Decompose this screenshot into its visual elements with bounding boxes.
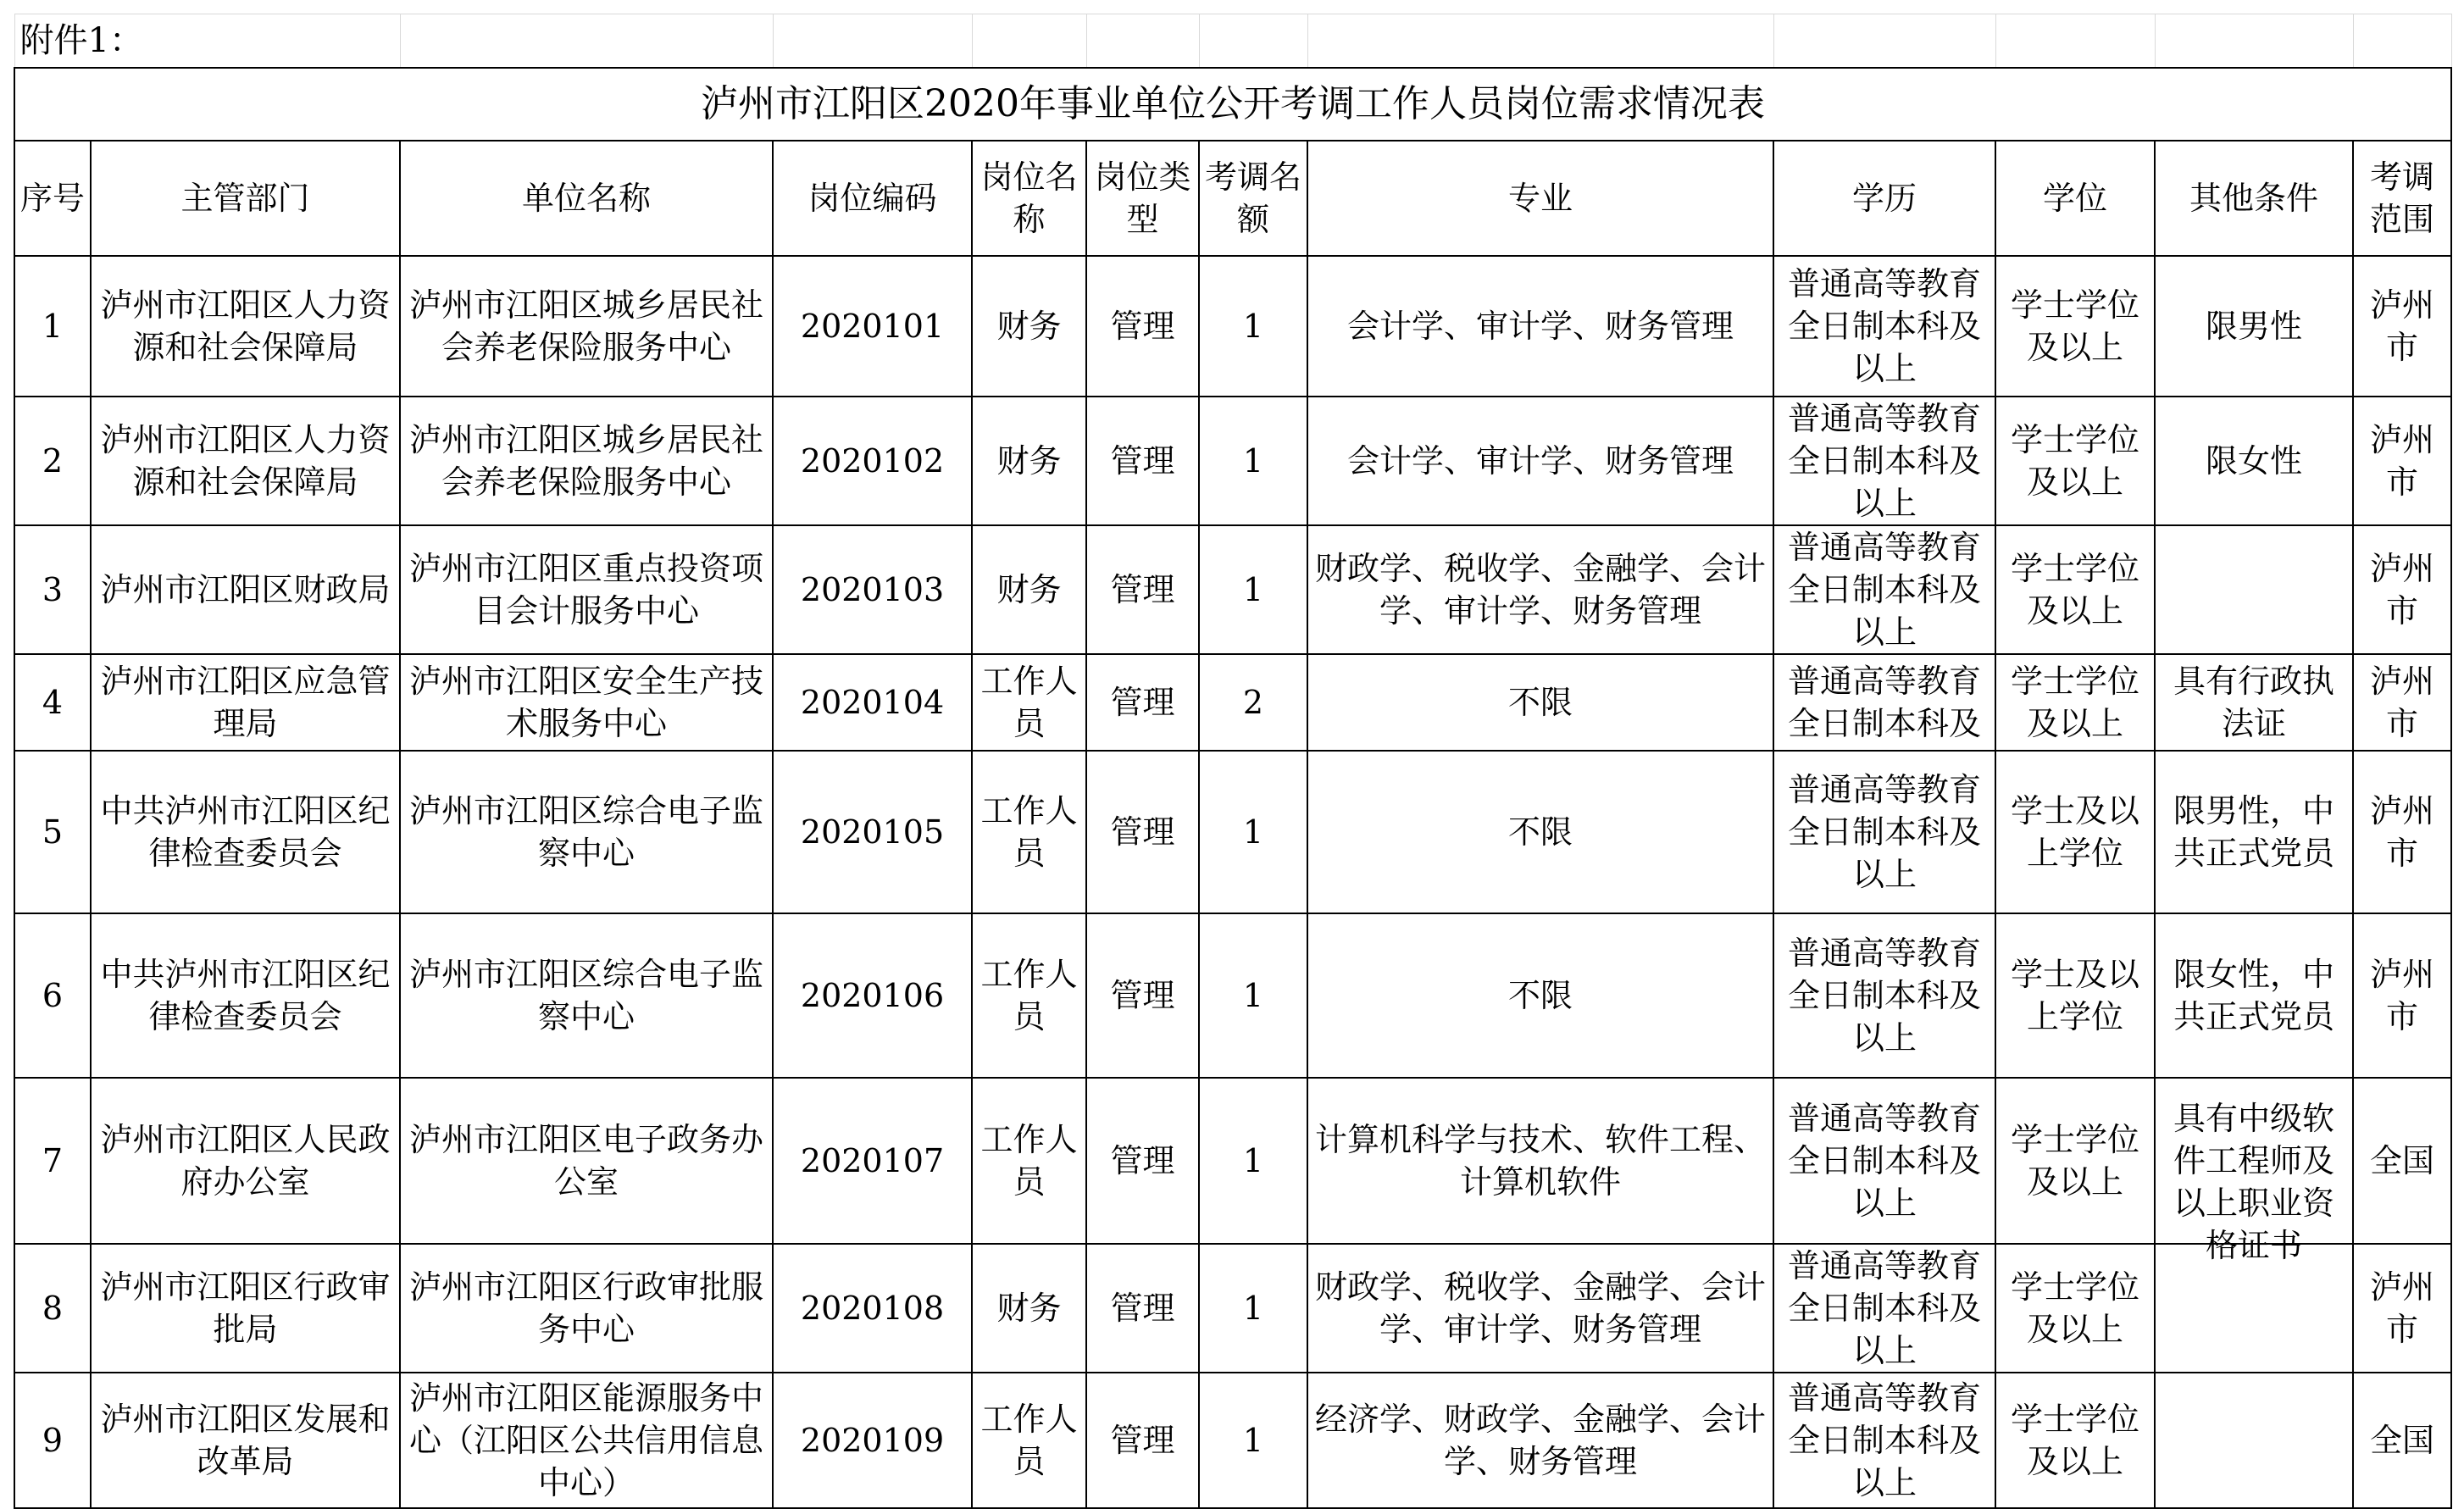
cell-education: 普通高等教育全日制本科及: [1773, 654, 1995, 751]
cell-code: 2020101: [773, 256, 972, 397]
table-row: [14, 751, 2451, 913]
header-dept: 主管部门: [91, 141, 400, 256]
cell-scope: 泸州市: [2353, 525, 2451, 654]
table-title: 泸州市江阳区2020年事业单位公开考调工作人员岗位需求情况表: [14, 68, 2451, 141]
header-seq: 序号: [14, 141, 91, 256]
cell-major: 不限: [1307, 751, 1773, 913]
cell-post-name: 工作人员: [972, 913, 1086, 1078]
cell-major: 不限: [1307, 654, 1773, 751]
cell-seq: 7: [14, 1078, 91, 1244]
cell-other: 限女性，中共正式党员: [2155, 913, 2353, 1078]
header-unit: 单位名称: [400, 141, 773, 256]
cell-seq: 8: [14, 1244, 91, 1373]
cell-seq: 4: [14, 654, 91, 751]
cell-education: 普通高等教育全日制本科及以上: [1773, 1078, 1995, 1244]
cell-unit: 泸州市江阳区安全生产技术服务中心: [400, 654, 773, 751]
header-major: 专业: [1307, 141, 1773, 256]
cell-major: 会计学、审计学、财务管理: [1307, 397, 1773, 525]
header-degree: 学位: [1995, 141, 2155, 256]
cell-code: 2020105: [773, 751, 972, 913]
cell-degree: 学士学位及以上: [1995, 1244, 2155, 1373]
table-row: [14, 525, 2451, 654]
cell-unit: 泸州市江阳区能源服务中心（江阳区公共信用信息中心）: [400, 1373, 773, 1508]
cell-major: 财政学、税收学、金融学、会计学、审计学、财务管理: [1307, 1244, 1773, 1373]
cell-unit: 泸州市江阳区综合电子监察中心: [400, 751, 773, 913]
cell-unit: 泸州市江阳区城乡居民社会养老保险服务中心: [400, 397, 773, 525]
cell-degree: 学士学位及以上: [1995, 1078, 2155, 1244]
cell-dept: 中共泸州市江阳区纪律检查委员会: [91, 913, 400, 1078]
cell-other: 限男性: [2155, 256, 2353, 397]
cell-code: 2020104: [773, 654, 972, 751]
cell-education: 普通高等教育全日制本科及以上: [1773, 256, 1995, 397]
cell-major: 不限: [1307, 913, 1773, 1078]
table-row: [14, 654, 2451, 751]
table-row: [14, 1244, 2451, 1373]
cell-scope: 泸州市: [2353, 256, 2451, 397]
header-education: 学历: [1773, 141, 1995, 256]
cell-quota: 1: [1199, 525, 1307, 654]
cell-dept: 泸州市江阳区行政审批局: [91, 1244, 400, 1373]
cell-post-name: 工作人员: [972, 1373, 1086, 1508]
cell-unit: 泸州市江阳区电子政务办公室: [400, 1078, 773, 1244]
cell-dept: 泸州市江阳区人民政府办公室: [91, 1078, 400, 1244]
cell-dept: 泸州市江阳区人力资源和社会保障局: [91, 256, 400, 397]
cell-quota: 1: [1199, 256, 1307, 397]
cell-degree: 学士学位及以上: [1995, 1373, 2155, 1508]
cell-quota: 1: [1199, 913, 1307, 1078]
cell-education: 普通高等教育全日制本科及以上: [1773, 1373, 1995, 1508]
cell-other: [2155, 1373, 2353, 1508]
table-row: [14, 913, 2451, 1078]
cell-post-type: 管理: [1086, 397, 1199, 525]
header-quota: 考调名额: [1199, 141, 1307, 256]
cell-major: 经济学、财政学、金融学、会计学、财务管理: [1307, 1373, 1773, 1508]
header-row: [14, 141, 2451, 256]
cell-dept: 中共泸州市江阳区纪律检查委员会: [91, 751, 400, 913]
header-post-name: 岗位名称: [972, 141, 1086, 256]
cell-scope: 泸州市: [2353, 751, 2451, 913]
table-row: [14, 256, 2451, 397]
cell-scope: 泸州市: [2353, 654, 2451, 751]
cell-post-name: 财务: [972, 397, 1086, 525]
cell-quota: 1: [1199, 751, 1307, 913]
cell-code: 2020108: [773, 1244, 972, 1373]
cell-education: 普通高等教育全日制本科及以上: [1773, 1244, 1995, 1373]
job-table: [14, 14, 2452, 1509]
cell-code: 2020103: [773, 525, 972, 654]
cell-dept: 泸州市江阳区应急管理局: [91, 654, 400, 751]
cell-post-type: 管理: [1086, 1373, 1199, 1508]
table-row: [14, 1373, 2451, 1508]
attachment-label: 附件1：: [14, 14, 400, 69]
cell-post-type: 管理: [1086, 654, 1199, 751]
cell-dept: 泸州市江阳区人力资源和社会保障局: [91, 397, 400, 525]
table-row: [14, 1078, 2451, 1244]
header-post-type: 岗位类型: [1086, 141, 1199, 256]
cell-other: 限女性: [2155, 397, 2353, 525]
cell-other: 限男性，中共正式党员: [2155, 751, 2353, 913]
cell-post-name: 财务: [972, 256, 1086, 397]
cell-post-name: 工作人员: [972, 654, 1086, 751]
cell-degree: 学士及以上学位: [1995, 751, 2155, 913]
cell-unit: 泸州市江阳区城乡居民社会养老保险服务中心: [400, 256, 773, 397]
cell-post-type: 管理: [1086, 1078, 1199, 1244]
cell-unit: 泸州市江阳区行政审批服务中心: [400, 1244, 773, 1373]
header-scope: 考调范围: [2353, 141, 2451, 256]
cell-quota: 1: [1199, 1078, 1307, 1244]
cell-seq: 9: [14, 1373, 91, 1508]
cell-dept: 泸州市江阳区财政局: [91, 525, 400, 654]
cell-post-type: 管理: [1086, 751, 1199, 913]
cell-degree: 学士学位及以上: [1995, 397, 2155, 525]
cell-major: 财政学、税收学、金融学、会计学、审计学、财务管理: [1307, 525, 1773, 654]
cell-education: 普通高等教育全日制本科及以上: [1773, 913, 1995, 1078]
cell-degree: 学士学位及以上: [1995, 654, 2155, 751]
cell-seq: 3: [14, 525, 91, 654]
cell-code: 2020109: [773, 1373, 972, 1508]
cell-unit: 泸州市江阳区重点投资项目会计服务中心: [400, 525, 773, 654]
header-other: 其他条件: [2155, 141, 2353, 256]
cell-code: 2020107: [773, 1078, 972, 1244]
cell-education: 普通高等教育全日制本科及以上: [1773, 525, 1995, 654]
cell-other: 具有行政执法证: [2155, 654, 2353, 751]
cell-dept: 泸州市江阳区发展和改革局: [91, 1373, 400, 1508]
cell-post-type: 管理: [1086, 256, 1199, 397]
cell-post-name: 工作人员: [972, 1078, 1086, 1244]
cell-major: 会计学、审计学、财务管理: [1307, 256, 1773, 397]
cell-other: 具有中级软件工程师及以上职业资格证书: [2155, 1078, 2353, 1244]
cell-quota: 1: [1199, 1373, 1307, 1508]
header-code: 岗位编码: [773, 141, 972, 256]
cell-other: [2155, 525, 2353, 654]
cell-quota: 2: [1199, 654, 1307, 751]
cell-quota: 1: [1199, 1244, 1307, 1373]
cell-scope: 泸州市: [2353, 913, 2451, 1078]
cell-post-name: 财务: [972, 525, 1086, 654]
cell-post-type: 管理: [1086, 1244, 1199, 1373]
cell-scope: 全国: [2353, 1078, 2451, 1244]
cell-seq: 5: [14, 751, 91, 913]
table-row: [14, 397, 2451, 525]
cell-code: 2020106: [773, 913, 972, 1078]
cell-degree: 学士及以上学位: [1995, 913, 2155, 1078]
cell-unit: 泸州市江阳区综合电子监察中心: [400, 913, 773, 1078]
cell-seq: 2: [14, 397, 91, 525]
cell-seq: 1: [14, 256, 91, 397]
cell-degree: 学士学位及以上: [1995, 256, 2155, 397]
cell-scope: 全国: [2353, 1373, 2451, 1508]
cell-education: 普通高等教育全日制本科及以上: [1773, 751, 1995, 913]
cell-post-type: 管理: [1086, 913, 1199, 1078]
cell-post-name: 工作人员: [972, 751, 1086, 913]
cell-degree: 学士学位及以上: [1995, 525, 2155, 654]
cell-post-type: 管理: [1086, 525, 1199, 654]
cell-scope: 泸州市: [2353, 1244, 2451, 1373]
cell-post-name: 财务: [972, 1244, 1086, 1373]
cell-education: 普通高等教育全日制本科及以上: [1773, 397, 1995, 525]
cell-seq: 6: [14, 913, 91, 1078]
cell-major: 计算机科学与技术、软件工程、计算机软件: [1307, 1078, 1773, 1244]
cell-code: 2020102: [773, 397, 972, 525]
cell-scope: 泸州市: [2353, 397, 2451, 525]
cell-quota: 1: [1199, 397, 1307, 525]
